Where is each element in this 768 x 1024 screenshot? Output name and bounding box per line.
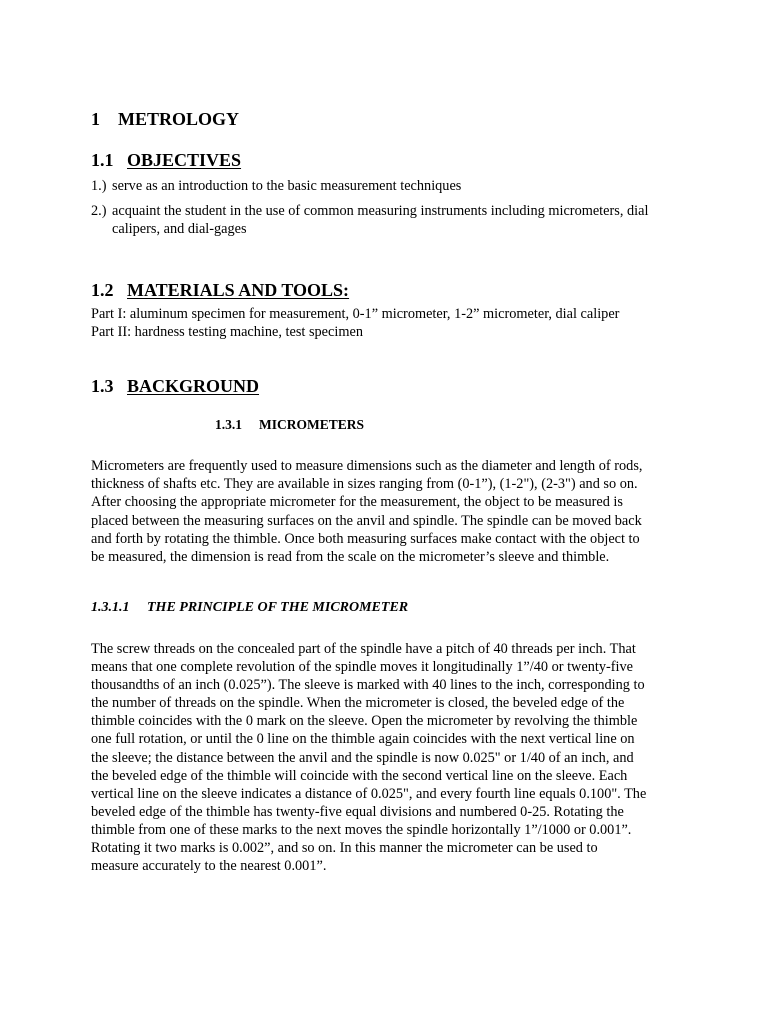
objective-marker: 2.) <box>91 203 107 219</box>
paragraph-line: thousandths of an inch (0.025”). The sleeve is marked with 40 lines to the inch, corresponding to <box>91 677 645 694</box>
materials-line: Part I: aluminum specimen for measurement, 0-1” micrometer, 1-2” micrometer, dial caliper <box>91 306 620 322</box>
principle-heading <box>91 599 408 617</box>
objectives-heading <box>91 149 241 171</box>
paragraph-line: the number of threads on the spindle. When the micrometer is closed, the beveled edge of the <box>91 695 625 712</box>
principle-title: THE PRINCIPLE OF THE MICROMETER <box>147 600 409 615</box>
micrometers-heading <box>215 416 364 434</box>
background-number: 1.3 <box>91 376 114 396</box>
objective-marker: 1.) <box>91 178 107 194</box>
objectives-number: 1.1 <box>91 150 114 170</box>
paragraph-line: one full rotation, or until the 0 line on the thimble again coincides with the next vertical line on <box>91 731 635 748</box>
paragraph-line: measure accurately to the nearest 0.001”. <box>91 858 327 875</box>
objectives-title: OBJECTIVES <box>127 150 242 170</box>
principle-number: 1.3.1.1 <box>91 600 130 615</box>
paragraph-line: the sleeve; the distance between the anvil and the spindle is now 0.025" or 1/40 of an inch, and <box>91 749 634 766</box>
objective-item-1 <box>91 177 461 195</box>
paragraph-line: the beveled edge of the thimble will coincide with the second vertical line on the sleeve. Each <box>91 767 628 784</box>
background-title: BACKGROUND <box>127 376 260 396</box>
section-title: METROLOGY <box>118 109 240 129</box>
paragraph-line: thimble from one of these marks to the next moves the spindle horizontally 1”/1000 or 0.001”. <box>91 821 632 838</box>
paragraph-line: be measured, the dimension is read from the scale on the micrometer’s sleeve and thimble. <box>91 549 610 566</box>
paragraph-line: beveled edge of the thimble has twenty-five equal divisions and numbered 0-25. Rotating the <box>91 803 624 820</box>
objective-text: serve as an introduction to the basic measurement techniques <box>112 178 462 194</box>
paragraph-line: placed between the measuring surfaces on the anvil and spindle. The spindle can be moved back <box>91 512 642 529</box>
micrometers-title: MICROMETERS <box>259 417 365 432</box>
principle-paragraph <box>91 640 681 875</box>
paragraph-line: The screw threads on the concealed part of the spindle have a pitch of 40 threads per inch. That <box>91 641 636 657</box>
section-number: 1 <box>91 109 100 129</box>
paragraph-line: thimble coincides with the 0 mark on the sleeve. Open the micrometer by revolving the thimble <box>91 713 638 730</box>
paragraph-line: vertical line on the sleeve indicates a distance of 0.025", and every fourth line equals 0.100". The <box>91 785 647 802</box>
objective-item-2 <box>91 202 648 220</box>
materials-number: 1.2 <box>91 280 114 300</box>
micrometers-number: 1.3.1 <box>215 417 242 432</box>
section-heading <box>91 108 239 130</box>
background-heading <box>91 375 259 397</box>
objective-text: acquaint the student in the use of common measuring instruments including micrometers, dial <box>112 203 649 219</box>
materials-heading <box>91 279 349 301</box>
materials-line: Part II: hardness testing machine, test specimen <box>91 324 363 341</box>
paragraph-line: means that one complete revolution of the spindle moves it longitudinally 1”/40 or twenty-five <box>91 659 633 676</box>
paragraph-line: After choosing the appropriate micrometer for the measurement, the object to be measured is <box>91 494 623 511</box>
objective-item-2-continuation: calipers, and dial-gages <box>112 221 247 237</box>
micrometers-paragraph <box>91 457 681 566</box>
paragraph-line: Rotating it two marks is 0.002”, and so on. In this manner the micrometer can be used to <box>91 840 598 857</box>
paragraph-line: and forth by rotating the thimble. Once both measuring surfaces make contact with the object to <box>91 530 640 547</box>
materials-list <box>91 305 681 341</box>
paragraph-line: Micrometers are frequently used to measure dimensions such as the diameter and length of rods, <box>91 458 643 474</box>
materials-title: MATERIALS AND TOOLS: <box>127 280 350 300</box>
paragraph-line: thickness of shafts etc. They are available in sizes ranging from (0-1”), (1-2"), (2-3") and so on. <box>91 476 638 493</box>
